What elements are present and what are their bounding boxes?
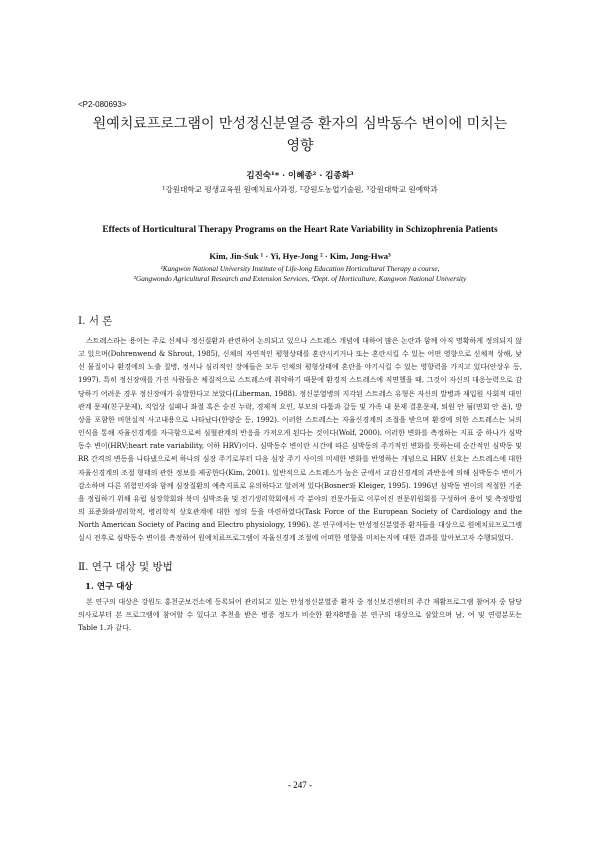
introduction-heading: Ⅰ. 서 론 (78, 315, 113, 327)
spacer (78, 283, 522, 313)
methods-heading: Ⅱ. 연구 대상 및 방법 (78, 560, 173, 573)
introduction-section (78, 313, 522, 545)
korean-authors: 김진숙¹* · 이혜종² · 김종화³ (246, 171, 354, 181)
korean-title-line2: 영향 (286, 138, 314, 154)
introduction-paragraph: 스트레스라는 용어는 주로 신체나 정신질환과 관련하여 논의되고 있으나 스트레스 개념에 대하여 많은 논란과 함께 아직 명확하게 정의되지 않고 있으며(Dohrenwend & Shrout, 1985), 신체의 자연적인 평형상태를 혼란시키거나 또는 혼란시킬 수 있는 어떤 영향으로 신체적 상해, 낯선 물질이나 환경에의 노출 질병, 정서나 심리적인 장애들은 모두 인체의 평형상태에 혼란을 야기시킬 수 있는 영향력을 가지고 있다(안상우 등, 1997). 특히 정신장애를 가진 사람들은 체질적으로 스트레스에 취약하기 때문에 환경적 스트레스에 직면했을 때, 그것이 자신의 대응능력으로 감당하기 어려운 경우 정신장애가 유발한다고 보았다(Liberman, 1988). 정신분열병의 지각된 스트레스 유형은 자신의 발병과 재입원 사회적 대인관계 문제(친구문제), 직업상 실패나 좌절 혹은 승진 누락, 경제적 요인, 부모의 다툼과 갈등 및 가족 내 문제 결혼문제, 퇴원 안 됨(면회 안 옴), 방상을 포함한 비현실적 사고내용으로 나타났다(한양순 등, 1992). 이러한 스트레스는 자율신경계의 조절을 받으며 환경에 의한 스트레스는 뇌의 인식을 통해 자율신경계를 자극함으로써 심혈관계의 반응을 가져오게 된다는 것이다(Wolf, 2000). 이러한 변화를 측정하는 지표 중 하나가 심박동수 변이(HRV;heart rate variability, 이하 HRV)이다. 심박동수 변이란 시간에 따른 심박동의 주기적인 변화를 뜻하는데 순간적인 심박동 및 RR 간격의 변동을 나타냈으로써 하나의 심장 주기로부터 다음 심장 주기 사이의 미세한 변화를 반영하는 개념으로 HRV 신호는 스트레스에 대한 자율신경계의 조절 형태의 관한 정보를 제공한다(Kim, 2001). 일반적으로 스트레스가 높은 군에서 교감신경계의 과반응에 의해 심박동수 변이가 감소하며 다른 위험인자와 함께 심장질환의 예측지표로 유의하다고 알려져 있다(Bosner와 Kleiger, 1995). 1996년 심박동 변이의 적절한 기준을 정립하기 위해 유럽 심장학회와 북미 심박조율 및 전기생리학회에서 각 분야의 전문가들로 이루어진 전문위원회를 구성하여 용어 및 측정방법의 표준화와생리학적, 병리학적 상호관계에 대한 정의 등을 마련하였다(Task Force of the European Society of Cardiology and the North American Society of Pacing and Electro physiology, 1996). 본 연구에서는 만성정신분열증 환자들을 대상으로 원예치료프로그램 실시 전후로 심박동수 변이를 측정하여 원예치료프로그램이 자율신경계 조절에 어떠한 영향을 미치는지에 대한 결과를 알아보고자 수행되었다. (78, 336, 522, 543)
poster-id: <P2-080693> (78, 100, 127, 109)
english-title: Effects of Horticultural Therapy Programs on the Heart Rate Variability in Schizophrenia Patients (102, 225, 498, 235)
methods-subheading: 1. 연구 대상 (85, 581, 133, 592)
methods-paragraph: 본 연구의 대상은 강원도 홍천군보건소에 등록되어 관리되고 있는 만성정신분열증 환자 중 정신보건센터의 주간 재활프로그램 참여자 중 담당 의사로부터 본 프로그램에 참여할 수 있다고 추천을 받은 병증 정도가 비슷한 환자8명을 본 연구의 대상으로 삼았으며 남, 여 및 연령분포는 Table 1.과 같다. (78, 596, 522, 632)
methods-section (78, 559, 522, 634)
english-affiliation-line1: ¹Kangwon National University Institute of Life-long Education Horticultural Therapy a course, (160, 264, 440, 273)
english-affiliation-line2: ²Gangwondo Agricultural Research and Extension Services, ³Dept. of Horticulture, Kangwon National University (133, 273, 467, 283)
korean-title-line1: 원예치료프로그램이 만성정신분열증 환자의 심박동수 변이에 미치는 (92, 116, 508, 132)
page-number: - 247 - (288, 780, 312, 790)
korean-title (78, 113, 522, 157)
english-authors: Kim, Jin-Suk ¹ · Yi, Hye-Jong ² · Kim, Jong-Hwa³ (209, 251, 391, 261)
korean-affiliations: ¹강원대학교 평생교육원 원예치료사과정, ²강원도농업기술원, ³강원대학교 원예학과 (162, 185, 438, 194)
